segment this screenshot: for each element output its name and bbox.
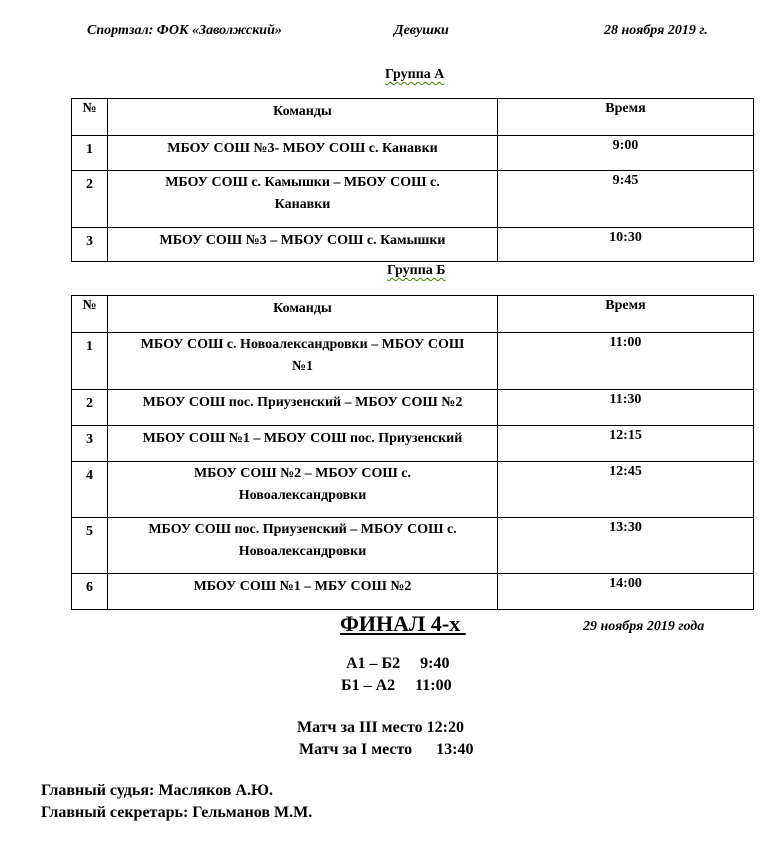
table-header-row [72,296,754,333]
final-date: 29 ноября 2019 года [583,619,705,634]
col-num-header: № [72,99,108,136]
row-num: 5 [72,518,108,574]
table-row [72,228,754,262]
table-row [72,426,754,462]
row-num: 2 [72,390,108,426]
row-num: 1 [72,136,108,171]
row-teams-line2: Новоалександровки [238,544,367,559]
row-time: 12:15 [498,426,754,462]
row-teams [108,333,498,390]
venue-label: Спортзал: ФОК «Заволжский» [87,23,282,38]
final-title: ФИНАЛ 4-х [340,611,466,636]
col-time-header: Время [498,99,754,136]
group-b-title-text: Группа Б [387,263,446,278]
table-row [72,171,754,228]
row-time: 14:00 [498,574,754,610]
group-a-table [71,98,754,262]
third-place-match: Матч за III место 12:20 [297,719,464,736]
chief-secretary: Главный секретарь: Гельманов М.М. [41,804,313,821]
table-row [72,574,754,610]
row-time: 12:45 [498,462,754,518]
row-time: 9:00 [498,136,754,171]
row-time: 10:30 [498,228,754,262]
row-time: 11:30 [498,390,754,426]
row-time: 13:30 [498,518,754,574]
final-match-2: Б1 – А2 11:00 [341,677,452,694]
row-num: 4 [72,462,108,518]
row-num: 3 [72,228,108,262]
row-num: 3 [72,426,108,462]
row-teams [108,518,498,574]
table-header-row [72,99,754,136]
row-time: 11:00 [498,333,754,390]
row-teams-line1: МБОУ СОШ с. Камышки – МБОУ СОШ с. [165,175,440,190]
table-row [72,518,754,574]
row-teams: МБОУ СОШ №3- МБОУ СОШ с. Канавки [108,136,498,171]
row-teams-line2: Канавки [274,197,331,212]
row-teams: МБОУ СОШ №3 – МБОУ СОШ с. Камышки [108,228,498,262]
category-label: Девушки [394,23,449,38]
date-label: 28 ноября 2019 г. [604,23,708,38]
row-teams-line1: МБОУ СОШ с. Новоалександровки – МБОУ СОШ [140,337,465,352]
table-row [72,390,754,426]
row-teams: МБОУ СОШ пос. Приузенский – МБОУ СОШ №2 [108,390,498,426]
row-teams-line1: МБОУ СОШ пос. Приузенский – МБОУ СОШ с. [148,522,457,537]
row-teams-line2: №1 [291,359,314,374]
row-teams: МБОУ СОШ №1 – МБОУ СОШ пос. Приузенский [108,426,498,462]
group-a-title-text: Группа А [385,67,445,82]
table-row [72,136,754,171]
row-teams-line2: Новоалександровки [238,488,367,503]
group-b-table [71,295,754,610]
col-time-header: Время [498,296,754,333]
col-teams-header: Команды [108,99,498,136]
row-num: 2 [72,171,108,228]
table-row [72,333,754,390]
row-time: 9:45 [498,171,754,228]
row-teams: МБОУ СОШ №1 – МБУ СОШ №2 [108,574,498,610]
chief-judge: Главный судья: Масляков А.Ю. [41,782,273,799]
row-teams [108,462,498,518]
first-place-match: Матч за I место 13:40 [299,741,474,758]
row-num: 1 [72,333,108,390]
final-match-1: А1 – Б2 9:40 [346,655,450,672]
row-teams-line1: МБОУ СОШ №2 – МБОУ СОШ с. [193,466,412,481]
group-b-title [387,263,446,279]
col-num-header: № [72,296,108,333]
table-row [72,462,754,518]
col-teams-header: Команды [108,296,498,333]
group-a-title [385,67,444,83]
row-teams [108,171,498,228]
row-num: 6 [72,574,108,610]
